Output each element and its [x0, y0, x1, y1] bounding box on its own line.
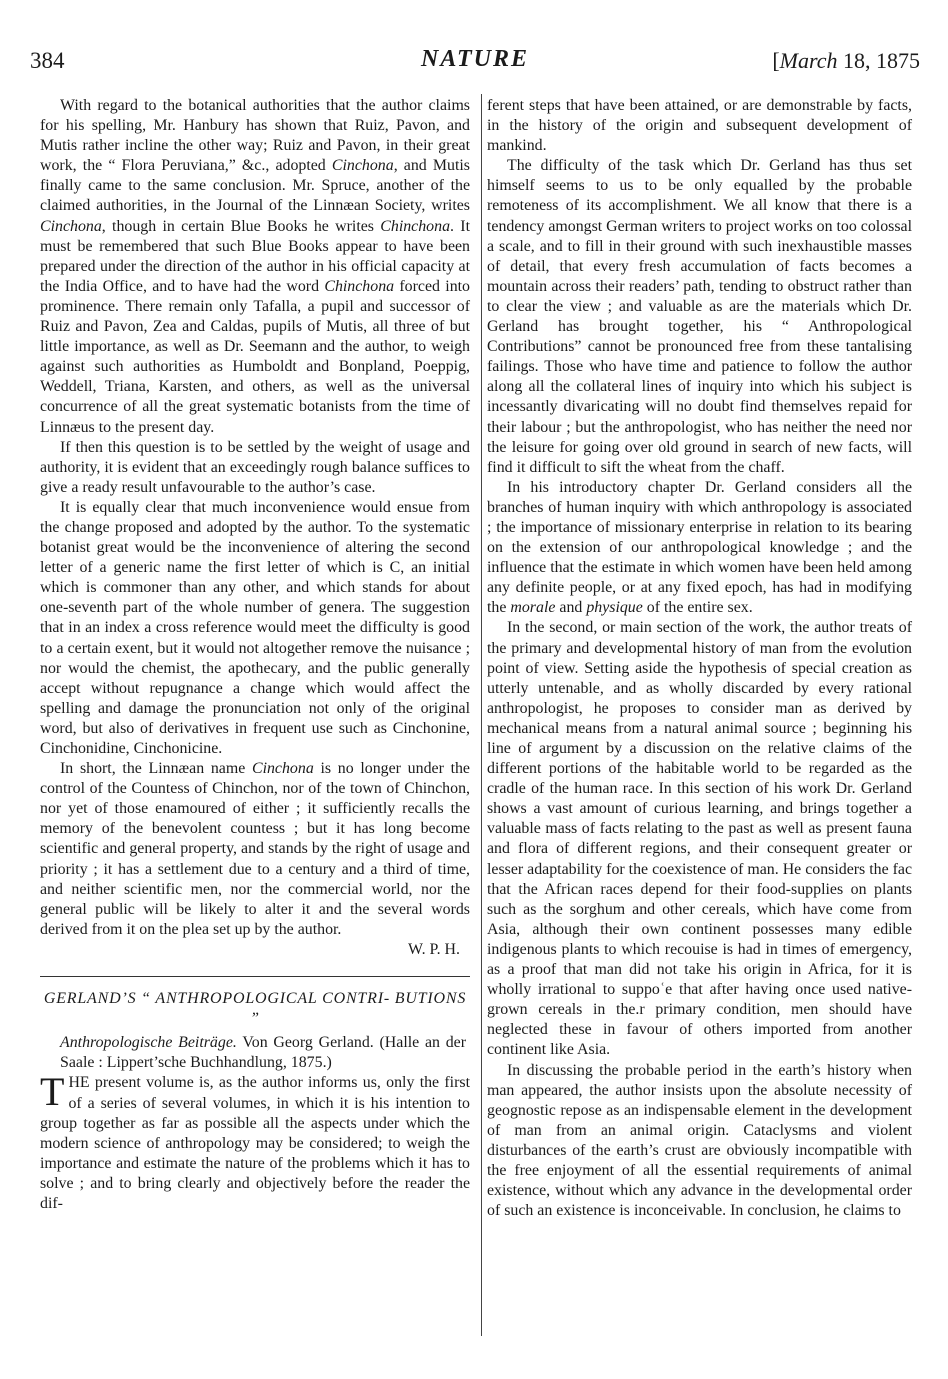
- running-header: [30, 48, 920, 88]
- book-citation: Anthropologische Beiträge. Von Georg Gerland. (Halle an der Saale : Lippert’sche Buchhandlung, 1875.): [60, 1034, 467, 1072]
- author-signature: W. P. H.: [408, 940, 460, 958]
- section-divider: [40, 976, 470, 977]
- left-column: [40, 96, 470, 1214]
- right-column: [487, 96, 912, 1221]
- page-number: 384: [30, 48, 65, 73]
- paragraph: In his introductory chapter Dr. Gerland considers all the branches of human inquiry with which anthropology is associated ; the importance of missionary enterprise in relation to its bearing on the extension of our anthropological knowledge ; and the influence that the estimate in which women have been held among any definite people, or at any fixed epoch, has had in modifying the morale and physique of the entire sex.: [487, 478, 912, 617]
- paragraph: In short, the Linnæan name Cinchona is no longer under the control of the Countess of Chinchon, nor of the town of Chinchon, nor yet of those enamoured of either ; it sufficiently recalls the memory of the benevolent countess ; but it has long become scientific and general property, and stands by the right of usage and priority ; it has a settlement due to a century and a third of time, and neither scientific men, nor the commercial world, nor the general public will be likely to alter it and the several words derived from it on the plea set up by the author.: [40, 760, 470, 938]
- column-rule: [481, 94, 482, 1336]
- paragraph: In discussing the probable period in the earth’s history when man appeared, the author insists upon the absolute necessity of geognostic repose as an indispensable element in the development of man from an animal origin. Cataclysms and violent disturbances of the earth’s crust are obviously incompatible with the free enjoyment of all the essential requirements of animal existence, without which any advance in the developmental order of such an existence is inconceivable. In conclusion, he claims to: [487, 1061, 912, 1220]
- paragraph: The difficulty of the task which Dr. Gerland has thus set himself seems to us to be only equalled by the probable remoteness of its accomplishment. We all know that there is a tendency amongst German writers to project works on too colossal a scale, and to fill in their ground with such inexhaustible masses of detail, that every fresh accumulation of facts becomes a mountain across their readers’ path, tending to obstruct rather than to clear the view ; and valuable as are the materials which Dr. Gerland has brought together, his “ Anthropological Contributions” cannot be pronounced free from these tantalising failings. Those who have time and patience to follow the author along all the collateral lines of inquiry into which his subject is incessantly divaricating will no doubt find themselves repaid for their labour ; but the anthropologist, who has neither the need nor the leisure for going over old ground in search of new facts, will find it difficult to sift the wheat from the chaff.: [487, 157, 912, 476]
- issue-date: [March 18, 1875: [772, 48, 920, 73]
- drop-cap: T: [40, 1069, 65, 1115]
- article-title: GERLAND’S “ ANTHROPOLOGICAL CONTRI- BUTIONS ”: [43, 990, 467, 1028]
- paragraph: If then this question is to be settled by the weight of usage and authority, it is evident that an exceedingly rough balance suffices to give a ready result unfavourable to the author’s case.: [40, 438, 470, 496]
- paragraph: ferent steps that have been attained, or are demonstrable by facts, in the history of the origin and subsequent development of mankind.: [487, 97, 912, 155]
- journal-title: NATURE: [420, 46, 530, 72]
- paragraph: With regard to the botanical authorities that the author claims for his spelling, Mr. Hanbury has shown that Ruiz, Pavon, and Mutis rather incline the other way; Ruiz and Pavon, in their great work, the “ Flora Peruviana,” &c., adopted Cinchona, and Mutis finally came to the same conclusion. Mr. Spruce, another of the claimed authorities, in the Journal of the Linnæan Society, writes Cinchona, though in certain Blue Books he writes Chinchona. It must be remembered that such Blue Books appear to have been prepared under the direction of the author in his official capacity at the India Office, and to have had the word Chinchona forced into prominence. There remain only Tafalla, a pupil and successor of Ruiz and Pavon, Zea and Caldas, pupils of Mutis, all three of but little importance, as well as Dr. Seemann and the author, to weigh against such authorities as Humboldt and Bonpland, Poeppig, Weddell, Triana, Karsten, and others, as well as the universal concurrence of all the great systematic botanists from the time of Linnæus to the present day.: [40, 97, 470, 436]
- paragraph: In the second, or main section of the work, the author treats of the primary and developmental history of man from the evolution point of view. Setting aside the hypothesis of special creation as utterly untenable, and as wholly discarded by every rational anthropologist, he proposes to consider man as derived by mechanical means from a natural animal source ; beginning his line of argument by a discussion on the relative claims of the different portions of the habitable world to be regarded as the cradle of the human race. In this section of his work Dr. Gerland shows a vast amount of curious learning, and brings together a valuable mass of facts relating to the past as well as present fauna and flora of different regions, and their consequent greater or lesser adaptability for the coexistence of man. He considers the fac that the African races depend for their food-supplies on plants such as the sorghum and other cereals, which have come from Asia, although their own continent possesses many edible indigenous plants to which recouise is had in times of emergency, as a proof that man did not take his origin in Africa, for it is wholly irrational to suppoʿe that after having once used native-grown cereals in the.r primary condition, men should have neglected these in favour of others imported from another continent like Asia.: [487, 619, 912, 1059]
- paragraph: It is equally clear that much inconvenience would ensue from the change proposed and adopted by the author. To the systematic botanist great would be the inconvenience of altering the second letter of a generic name the first letter of which is C, an initial which is commoner than any other, and which stands for about one-seventh part of the whole number of genera. The suggestion that in an index a cross reference would meet the difficulty is good to a certain exent, but it would not altogether remove the nuisance ; nor would the chemist, the apothecary, and the public generally accept without repugnance a change which would affect the spelling and damage the pronunciation not only of the original word, but also of derivatives in frequent use such as Cinchonine, Cinchonidine, Cinchonicine.: [40, 498, 470, 757]
- paragraph: THE present volume is, as the author informs us, only the first of a series of several volumes, in which it is his intention to group together as far as possible all the aspects under which the modern science of anthropology may be considered; to weigh the importance and estimate the nature of the problems which it has to solve ; and to bring clearly and objectively before the reader the dif-: [40, 1069, 470, 1212]
